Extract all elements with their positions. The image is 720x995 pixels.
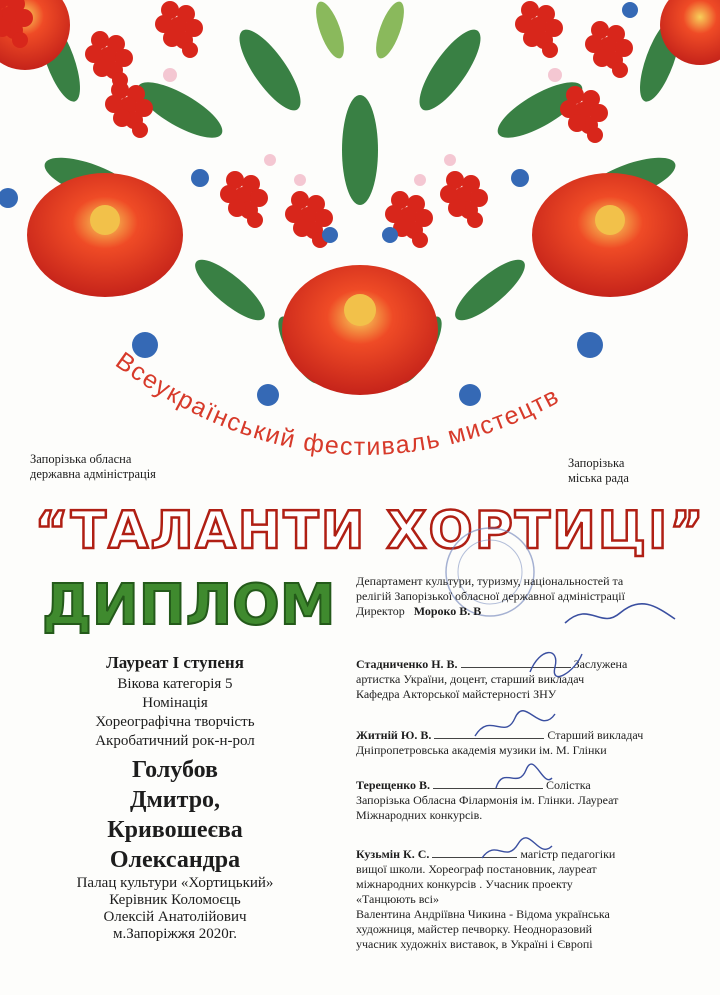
- jury-line: Кафедра Акторської майстерності ЗНУ: [356, 687, 557, 701]
- org-right: [568, 456, 629, 486]
- director-name: Мороко В. В: [413, 604, 482, 618]
- jury-line: Міжнародних конкурсів.: [356, 808, 483, 822]
- participant-name: Дмитро,: [129, 787, 221, 813]
- org-left: [30, 452, 156, 482]
- jury-title: Солістка: [546, 778, 591, 792]
- jury-line: міжнародних конкурсів . Учасник проекту: [356, 877, 573, 891]
- jury-title: Заслужена: [573, 657, 628, 671]
- participant-name: Кривошеєва: [107, 817, 243, 843]
- leader-name: Олексій Анатолійович: [103, 909, 247, 925]
- place-year: м.Запоріжжя 2020г.: [113, 926, 237, 942]
- signature-director: [560, 595, 680, 635]
- age-category: Вікова категорія 5: [117, 676, 233, 692]
- jury-line: артистка України, доцент, старший викладач: [356, 672, 585, 686]
- nomination: Хореографічна творчість: [95, 714, 255, 730]
- director-label: Директор: [356, 604, 405, 618]
- jury-line: художниця, майстер печворку. Неодноразовий: [356, 922, 593, 936]
- signature-stadnychenko: [520, 642, 590, 682]
- jury-title: Старший викладач: [547, 728, 644, 742]
- arc-text: Всеукраїнський фестиваль мистецтв: [110, 346, 565, 462]
- dance-style: Акробатичний рок-н-рол: [95, 733, 255, 749]
- jury-line: «Танцюють всі»: [356, 892, 439, 906]
- nomination-label: Номінація: [142, 695, 208, 711]
- jury-title: магістр педагогіки: [520, 847, 616, 861]
- signature-kuzmin: [476, 832, 556, 868]
- jury-line: вищої школи. Хореограф постановник, лауреат: [356, 862, 597, 876]
- leader-label: Керівник Коломоєць: [109, 892, 241, 908]
- org-right-line: Запорізька: [568, 456, 625, 470]
- jury-name: Кузьмін К. С.: [356, 847, 430, 861]
- org-left-line: Запорізька обласна: [30, 452, 132, 466]
- signature-zhytnii: [470, 706, 560, 746]
- jury-name: Терещенко В.: [356, 778, 431, 792]
- jury-name: Житній Ю. В.: [356, 728, 432, 742]
- department-line: релігій Запорізької обласної державної адміністрації: [356, 589, 625, 603]
- jury-line: учасник художніх виставок, в Україні і Європі: [356, 937, 593, 951]
- department-line: Департамент культури, туризму, національностей та: [356, 574, 624, 588]
- jury-line: Дніпропетровська академія музики ім. М. Глінки: [356, 743, 607, 757]
- org-left-line: державна адміністрація: [30, 467, 156, 481]
- award-block: [30, 652, 320, 943]
- diploma-heading: [38, 568, 336, 638]
- diploma-heading-text: ДИПЛОМ: [42, 573, 336, 638]
- org-right-line: міська рада: [568, 471, 629, 485]
- signature-tereshchenko: [488, 760, 558, 796]
- participant-name: Олександра: [109, 847, 241, 873]
- jury-name: Стадниченко Н. В.: [356, 657, 458, 671]
- festival-title: [34, 498, 706, 561]
- laureate-degree: Лауреат І ступеня: [106, 653, 244, 672]
- institution: Палац культури «Хортицький»: [76, 875, 274, 891]
- jury-line: Валентина Андріївна Чикина - Відома українська: [356, 907, 610, 921]
- svg-text:Всеукраїнський фестиваль мисте: [111, 347, 565, 461]
- festival-title-text: “ТАЛАНТИ ХОРТИЦІ”: [34, 501, 706, 561]
- jury-line: Запорізька Обласна Філармонія ім. Глінки. Лауреат: [356, 793, 619, 807]
- participant-name: Голубов: [131, 757, 219, 783]
